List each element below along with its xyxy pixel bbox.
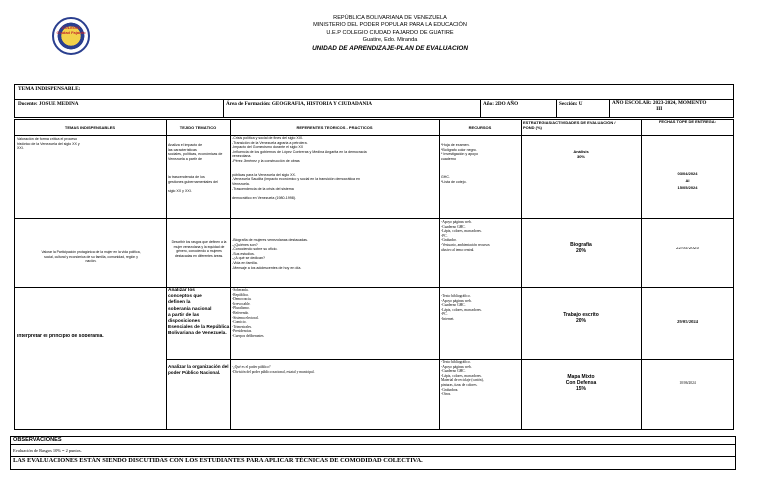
observaciones-box <box>10 436 736 470</box>
row4-referentes: -¿Qué es el poder público? -División del poder público nacional, estatal y municipal. <box>232 365 315 374</box>
obs-divider <box>10 444 736 445</box>
col-header-temas: TEMAS INDISPENSABLES <box>64 126 116 130</box>
info-col-sep <box>609 99 610 118</box>
row2-tema: Valorar la Participación protagónica de la mujer en la vida política, social, cultural y económica de su familia, comunidad, región y nación. <box>41 250 141 264</box>
observaciones-label: OBSERVACIONES <box>13 437 62 443</box>
row3-estrategia: Trabajo escrito 20% <box>563 312 599 324</box>
info-col-sep <box>223 99 224 118</box>
header-line-4: Guatire, Edo. Miranda <box>362 37 418 44</box>
info-col-sep <box>556 99 557 118</box>
row2-tejido: Describir los rasgos que definen a la mujer venezolana y la equidad de género, conociendo a mujeres destacadas en diferentes áreas. <box>171 240 227 258</box>
row4-estrategia: Mapa Mixto Con Defensa 15% <box>565 374 597 392</box>
col-header-fechas: FECHAS TOPE DE ENTREGA: <box>658 120 717 124</box>
row4-fecha: 10/06/2024 <box>679 381 696 385</box>
row3-recursos: -Texto bibliográfico. -Apoyo páginas web. -Cuaderno GHC. -Lápiz, colores, marcadores. -PC. -Internet. <box>441 294 482 321</box>
header-line-3: U.E.P COLEGIO CIUDAD FAJARDO DE GUATIRE <box>326 29 454 36</box>
seccion-field: Sección: U <box>559 101 583 107</box>
col-header-tejido: TEJIDO TEMÁTICO <box>179 126 217 130</box>
docente-field: Docente: JOSUE MEDINA <box>18 101 79 107</box>
header-line-2: MINISTERIO DEL PODER POPULAR PARA LA EDUCACIÓN <box>313 22 467 29</box>
row2-referentes: -Biografía de mujeres venezolanas destacadas. -¿Quiénes son? -Conociendo sobre su oficio. -Sus estudios. -¿A qué se dedican? -Vida en familia. -Mensaje a los adolescentes de hoy en día. <box>232 238 308 270</box>
row2-estrategia: Biografía 20% <box>570 242 592 254</box>
col-sep <box>230 119 231 430</box>
document-header <box>240 15 540 52</box>
ano-field: Año: 2DO AÑO <box>483 101 519 107</box>
row3-tema: Interpretar el principio de soberanía. <box>17 334 104 339</box>
col-header-referentes: REFERENTES TEÓRICOS - PRÁCTICOS <box>296 126 373 130</box>
header-line-1: REPÚBLICA BOLIVARIANA DE VENEZUELA <box>333 15 447 21</box>
observaciones-line-2: LAS EVALUACIONES ESTÁN SIENDO DISCUTIDAS CON LOS ESTUDIANTES PARA APLICAR TÉCNICAS DE COMODIDAD COLECTIVA. <box>13 457 423 464</box>
row3-referentes: -Soberanía. -República. -Democracia. -Irrevocable. -Pluralismo. -Referendo. -Sistema electoral. -Comicio. -Trimestrales. -Presidencias. -Cuerpos deliberantes. <box>232 288 265 338</box>
tema-indispensable-label: TEMA INDISPENSABLE: <box>18 86 81 92</box>
col-header-recursos: RECURSOS <box>468 126 492 130</box>
observaciones-line-1: Evaluación de Rasgos 10% = 2 puntos. <box>13 448 82 453</box>
row3-tejido: Analizar los conceptos que definen la soberanía nacional a partir de las disposiciones Esenciales de la República Bolivariana de Venezuela. <box>168 288 230 337</box>
col-sep <box>439 119 440 430</box>
row1-estrategia: Análisis 30% <box>573 150 589 159</box>
row1-fecha: 03/04/2024 Al 15/05/2024 <box>677 171 698 190</box>
seal-text: COLEGIO Ciudad Fajardo <box>56 25 86 35</box>
info-col-sep <box>480 99 481 118</box>
document-title: UNIDAD DE APRENDIZAJE-PLAN DE EVALUACION <box>312 44 468 52</box>
row2-fecha: 22/05/2024 <box>676 247 699 251</box>
row1-tejido: Analiza el impacto de las características sociales, políticas, económicas de Venezuela a partir de la trascendencia de los gestiones gubernamentales del siglo XX y XXI. <box>168 143 223 193</box>
col-sep <box>166 119 167 430</box>
row-sep <box>14 218 734 219</box>
row4-tejido: Analizar la organización del poder Público Nacional. <box>168 364 229 375</box>
school-seal-logo <box>52 17 90 55</box>
ano-escolar-field: AÑO ESCOLAR: 2023-2024, MOMENTO III <box>612 100 707 112</box>
row1-recursos: *Hoja de examen. *Bolígrafo color negro. * Investigación y apoyo cuaderno GHC. *Lista de cotejo. <box>441 143 478 184</box>
col-header-estrategias: ESTRATEGIAS/ACTIVIDADES DE EVALUACIÓN / POND (%) <box>523 121 616 130</box>
row3-fecha: 29/05/2024 <box>677 320 698 324</box>
area-formacion-field: Área de Formación: GEOGRAFIA, HISTORIA Y CIUDADANIA <box>226 101 372 107</box>
row1-tema: Valoración de forma crítica el proceso histórico de la Venezuela del siglo XX y XXI. <box>17 137 80 151</box>
row1-referentes: -Crisis política y social de fines del siglo XIX. -Transición de la Venezuela agraria a petrolera. -Impacto del Gomecismo durante el siglo XX -Influencia de los gobiernos de López Contreras y Medina Angarita en la democracia venezolana. -Pérez Jiménez y la construcción de obras públicas para la Venezuela del siglo XX. -Venezuela Saudita (impacto económico y social en la transición democrática en Venezuela. -Trascendencia de la crisis del sistema democrático en Venezuela (1980-1998). <box>232 136 367 200</box>
row2-recursos: -Apoyo páginas web. -Cuaderno GHC. -Lápiz, colores, marcadores. -PC. -Grabador. -Vestuario, ambientación recursos alusivo al tema central. <box>441 220 490 252</box>
row4-recursos: -Texto bibliográfico. -Apoyo páginas web. -Cuaderno GHC. -Lápiz, colores, marcadores. Material de reciclaje (cartón), pinturas, tizas de colores. -Grabadora. -Otros. <box>441 360 484 397</box>
